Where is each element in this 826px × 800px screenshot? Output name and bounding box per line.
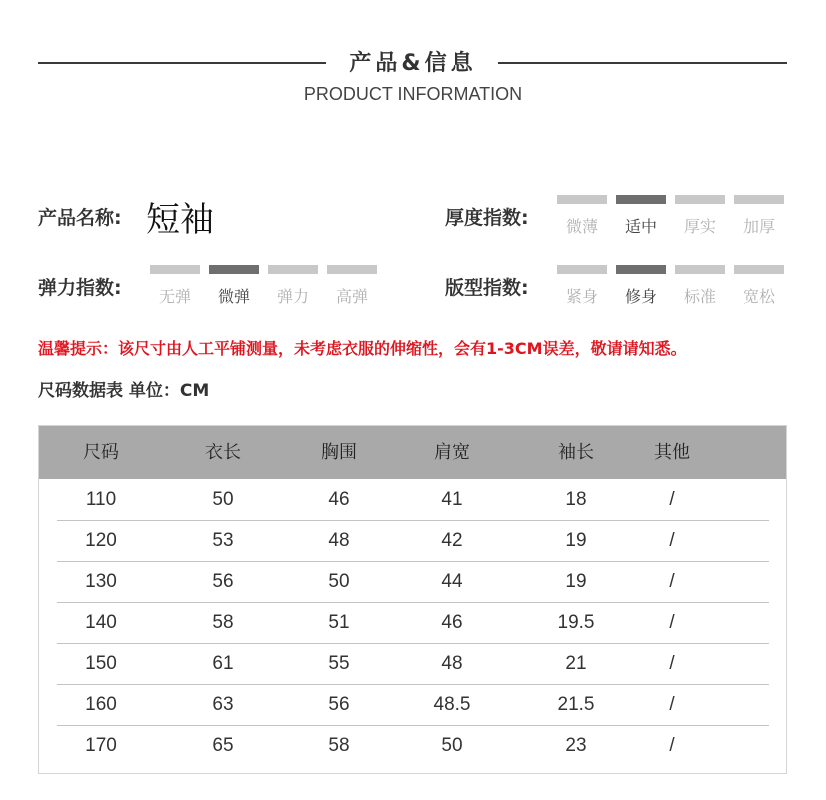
table-cell: 170 [85, 735, 117, 756]
table-cell: 56 [328, 694, 350, 715]
table-row [57, 520, 769, 562]
table-cell: / [669, 489, 675, 510]
thickness-label: 厚度指数: [445, 207, 529, 229]
table-cell: 19.5 [557, 612, 595, 633]
table-cell: 110 [85, 489, 117, 510]
elasticity-label: 弹力指数: [38, 277, 122, 299]
table-cell: 19 [565, 530, 587, 551]
table-header [39, 426, 786, 479]
elasticity-option-bar [268, 265, 318, 274]
table-cell: 46 [441, 612, 463, 633]
table-cell: 50 [212, 489, 234, 510]
product-name-label: 产品名称: [38, 207, 122, 229]
thickness-option-bar [734, 195, 784, 204]
elasticity-option-0 [150, 265, 200, 307]
table-cell: 48 [441, 653, 463, 674]
section-title: 产品&信息 [349, 51, 477, 76]
header-cell-sleeve: 袖长 [558, 442, 594, 463]
fit-option-2 [675, 265, 725, 307]
table-cell: 120 [85, 530, 117, 551]
table-cell: 44 [441, 571, 463, 592]
table-cell: 42 [441, 530, 463, 551]
elasticity-option-1 [209, 265, 259, 307]
table-cell: 21 [565, 653, 587, 674]
fit-option-label: 修身 [624, 287, 657, 306]
header-cell-length: 衣长 [205, 442, 241, 463]
elasticity-option-label: 无弹 [158, 287, 191, 306]
thickness-option-label: 厚实 [683, 217, 716, 236]
table-cell: 53 [212, 530, 234, 551]
elasticity-option-label: 微弹 [217, 287, 250, 306]
table-cell: / [669, 612, 675, 633]
table-cell: 48.5 [433, 694, 471, 715]
table-cell: 61 [212, 653, 234, 674]
table-cell: 46 [328, 489, 350, 510]
fit-option-label: 紧身 [565, 287, 598, 306]
header-cell-size: 尺码 [83, 442, 119, 463]
table-cell: / [669, 735, 675, 756]
thickness-option-2 [675, 195, 725, 237]
table-cell: 50 [328, 571, 350, 592]
elasticity-option-bar [209, 265, 259, 274]
thickness-option-1 [616, 195, 666, 237]
fit-option-bar [616, 265, 666, 274]
table-cell: 18 [565, 489, 587, 510]
fit-option-bar [675, 265, 725, 274]
table-cell: 160 [85, 694, 117, 715]
table-cell: 65 [212, 735, 234, 756]
thickness-scale [557, 195, 793, 237]
elasticity-option-2 [268, 265, 318, 307]
fit-option-0 [557, 265, 607, 307]
table-cell: 48 [328, 530, 350, 551]
measurement-notice: 温馨提示：该尺寸由人工平铺测量，未考虑衣服的伸缩性，会有1-3CM误差，敬请请知悉。 [38, 339, 687, 358]
table-cell: 41 [441, 489, 463, 510]
table-cell: 19 [565, 571, 587, 592]
thickness-option-0 [557, 195, 607, 237]
table-cell: 58 [212, 612, 234, 633]
table-cell: 50 [441, 735, 463, 756]
table-row [57, 684, 769, 726]
table-row [57, 479, 769, 521]
fit-label: 版型指数: [445, 277, 529, 299]
size-table [38, 425, 787, 774]
thickness-option-bar [675, 195, 725, 204]
table-row [57, 725, 769, 766]
thickness-option-bar [557, 195, 607, 204]
thickness-option-3 [734, 195, 784, 237]
fit-option-1 [616, 265, 666, 307]
table-row [57, 643, 769, 685]
product-name-value: 短袖 [146, 200, 214, 240]
fit-scale [557, 265, 793, 307]
table-cell: 56 [212, 571, 234, 592]
elasticity-option-bar [150, 265, 200, 274]
table-cell: 51 [328, 612, 350, 633]
table-cell: 150 [85, 653, 117, 674]
fit-option-label: 宽松 [742, 287, 775, 306]
elasticity-option-label: 弹力 [276, 287, 309, 306]
table-cell: 23 [565, 735, 587, 756]
elasticity-option-3 [327, 265, 377, 307]
table-cell: / [669, 653, 675, 674]
table-row [57, 602, 769, 644]
table-cell: 58 [328, 735, 350, 756]
table-cell: / [669, 694, 675, 715]
fit-option-bar [734, 265, 784, 274]
fit-option-3 [734, 265, 784, 307]
elasticity-scale [150, 265, 386, 307]
thickness-option-label: 适中 [624, 217, 657, 236]
fit-option-bar [557, 265, 607, 274]
thickness-option-bar [616, 195, 666, 204]
table-cell: 130 [85, 571, 117, 592]
header-cell-other: 其他 [654, 442, 690, 463]
table-cell: / [669, 571, 675, 592]
section-subtitle: PRODUCT INFORMATION [303, 84, 523, 104]
table-row [57, 561, 769, 603]
table-cell: 140 [85, 612, 117, 633]
table-cell: / [669, 530, 675, 551]
header-cell-shoulder: 肩宽 [434, 442, 470, 463]
header-cell-chest: 胸围 [321, 442, 357, 463]
elasticity-option-bar [327, 265, 377, 274]
size-table-title: 尺码数据表 单位：CM [38, 381, 210, 401]
table-cell: 63 [212, 694, 234, 715]
table-cell: 55 [328, 653, 350, 674]
fit-option-label: 标准 [683, 287, 716, 306]
elasticity-option-label: 高弹 [335, 287, 368, 306]
thickness-option-label: 加厚 [742, 217, 775, 236]
thickness-option-label: 微薄 [565, 217, 598, 236]
table-cell: 21.5 [557, 694, 595, 715]
